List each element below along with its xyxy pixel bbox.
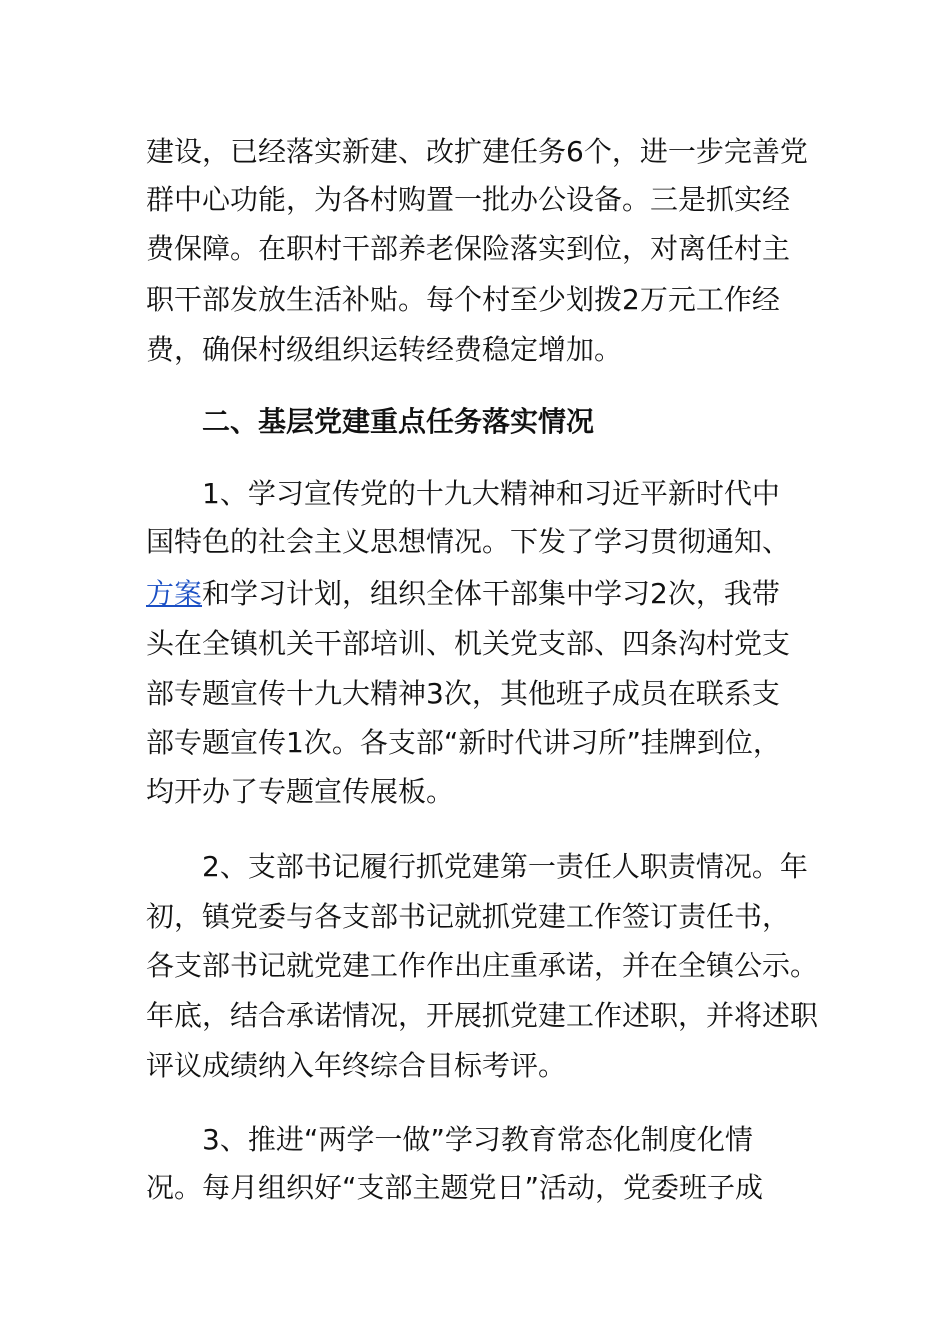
item2-line: 各支部书记就党建工作作出庄重承诺，并在全镇公示。 <box>146 949 819 982</box>
paragraph-line: 职干部发放生活补贴。每个村至少划拨2万元工作经 <box>146 283 780 316</box>
section-heading: 二、基层党建重点任务落实情况 <box>202 405 595 438</box>
item3-line: 3、推进“两学一做”学习教育常态化制度化情 <box>202 1123 753 1156</box>
item2-line: 2、支部书记履行抓党建第一责任人职责情况。年 <box>202 850 808 883</box>
item1-line-rest: 和学习计划，组织全体干部集中学习2次，我带 <box>202 577 780 610</box>
item1-line: 均开办了专题宣传展板。 <box>146 775 455 808</box>
item1-line: 1、学习宣传党的十九大精神和习近平新时代中 <box>202 477 780 510</box>
paragraph-line: 群中心功能，为各村购置一批办公设备。三是抓实经 <box>146 183 791 216</box>
item1-line: 国特色的社会主义思想情况。下发了学习贯彻通知、 <box>146 525 791 558</box>
paragraph-line: 费保障。在职村干部养老保险落实到位，对离任村主 <box>146 232 791 265</box>
item3-line: 况。每月组织好“支部主题党日”活动，党委班子成 <box>146 1171 764 1204</box>
item2-line: 评议成绩纳入年终综合目标考评。 <box>146 1049 567 1082</box>
item1-line-with-link <box>146 574 780 614</box>
item1-line: 头在全镇机关干部培训、机关党支部、四条沟村党支 <box>146 627 791 660</box>
item2-line: 年底，结合承诺情况，开展抓党建工作述职，并将述职 <box>146 999 819 1032</box>
paragraph-line: 建设，已经落实新建、改扩建任务6个，进一步完善党 <box>146 135 808 168</box>
item1-line: 部专题宣传十九大精神3次，其他班子成员在联系支 <box>146 677 780 710</box>
paragraph-line: 费，确保村级组织运转经费稳定增加。 <box>146 333 623 366</box>
item1-line: 部专题宣传1次。各支部“新时代讲习所”挂牌到位， <box>146 726 781 759</box>
item2-line: 初，镇党委与各支部书记就抓党建工作签订责任书， <box>146 900 791 933</box>
plan-link[interactable]: 方案 <box>146 577 203 610</box>
